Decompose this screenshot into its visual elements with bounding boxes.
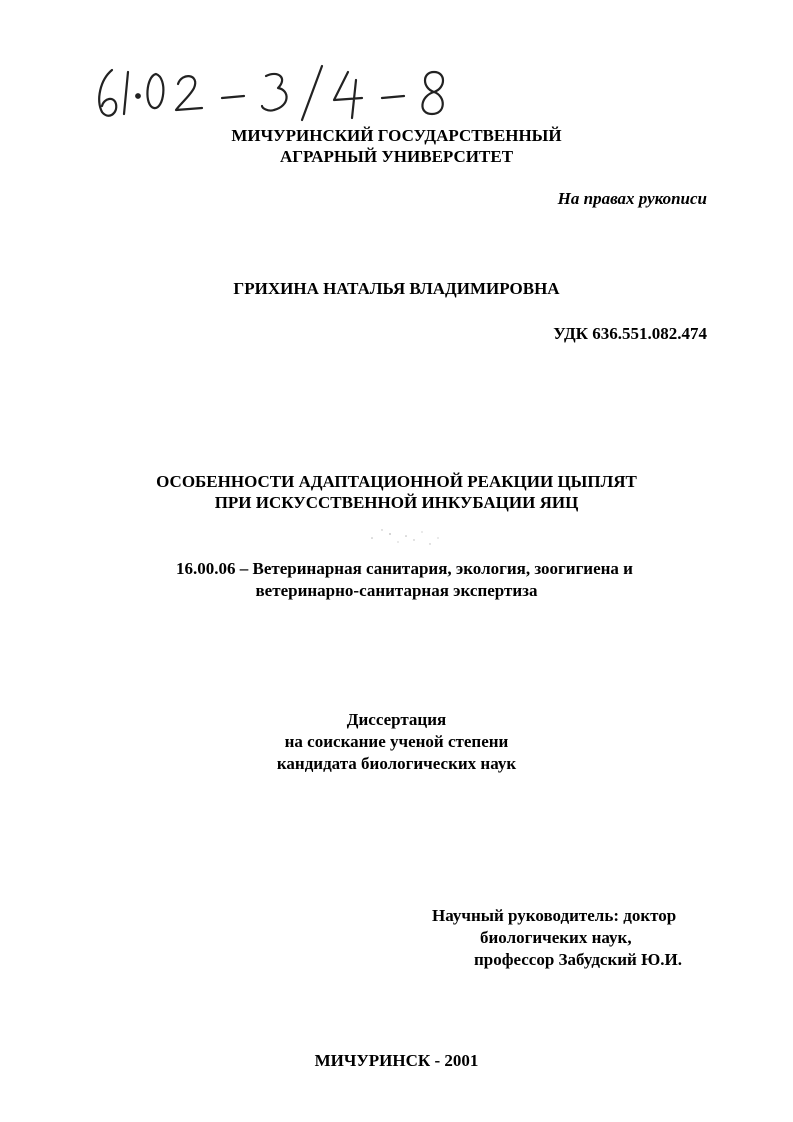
author-name: ГРИХИНА НАТАЛЬЯ ВЛАДИМИРОВНА: [233, 279, 560, 298]
dissertation-line-3: кандидата биологических наук: [276, 754, 517, 773]
handwritten-archive-code: [90, 62, 470, 124]
udk-code: УДК 636.551.082.474: [553, 324, 707, 343]
city-year: МИЧУРИНСК - 2001: [314, 1051, 479, 1070]
supervisor-line-1: Научный руководитель: доктор: [432, 906, 677, 925]
title-line-1: ОСОБЕННОСТИ АДАПТАЦИОННОЙ РЕАКЦИИ ЦЫПЛЯТ: [156, 472, 637, 491]
title-line-2: ПРИ ИСКУССТВЕННОЙ ИНКУБАЦИИ ЯИЦ: [214, 493, 579, 512]
university-line-2: АГРАРНЫЙ УНИВЕРСИТЕТ: [279, 147, 514, 166]
specialty-line-2: ветеринарно-санитарная экспертиза: [255, 581, 538, 600]
scan-noise: [360, 520, 450, 550]
manuscript-note: На правах рукописи: [557, 189, 707, 208]
supervisor-line-3: профессор Забудский Ю.И.: [474, 950, 682, 969]
supervisor-line-2: биологичеких наук,: [480, 928, 632, 947]
university-line-1: МИЧУРИНСКИЙ ГОСУДАРСТВЕННЫЙ: [231, 126, 562, 145]
dissertation-line-2: на соискание ученой степени: [284, 732, 509, 751]
dissertation-line-1: Диссертация: [346, 710, 447, 729]
specialty-line-1: 16.00.06 – Ветеринарная санитария, экология, зоогигиена и: [176, 559, 633, 578]
